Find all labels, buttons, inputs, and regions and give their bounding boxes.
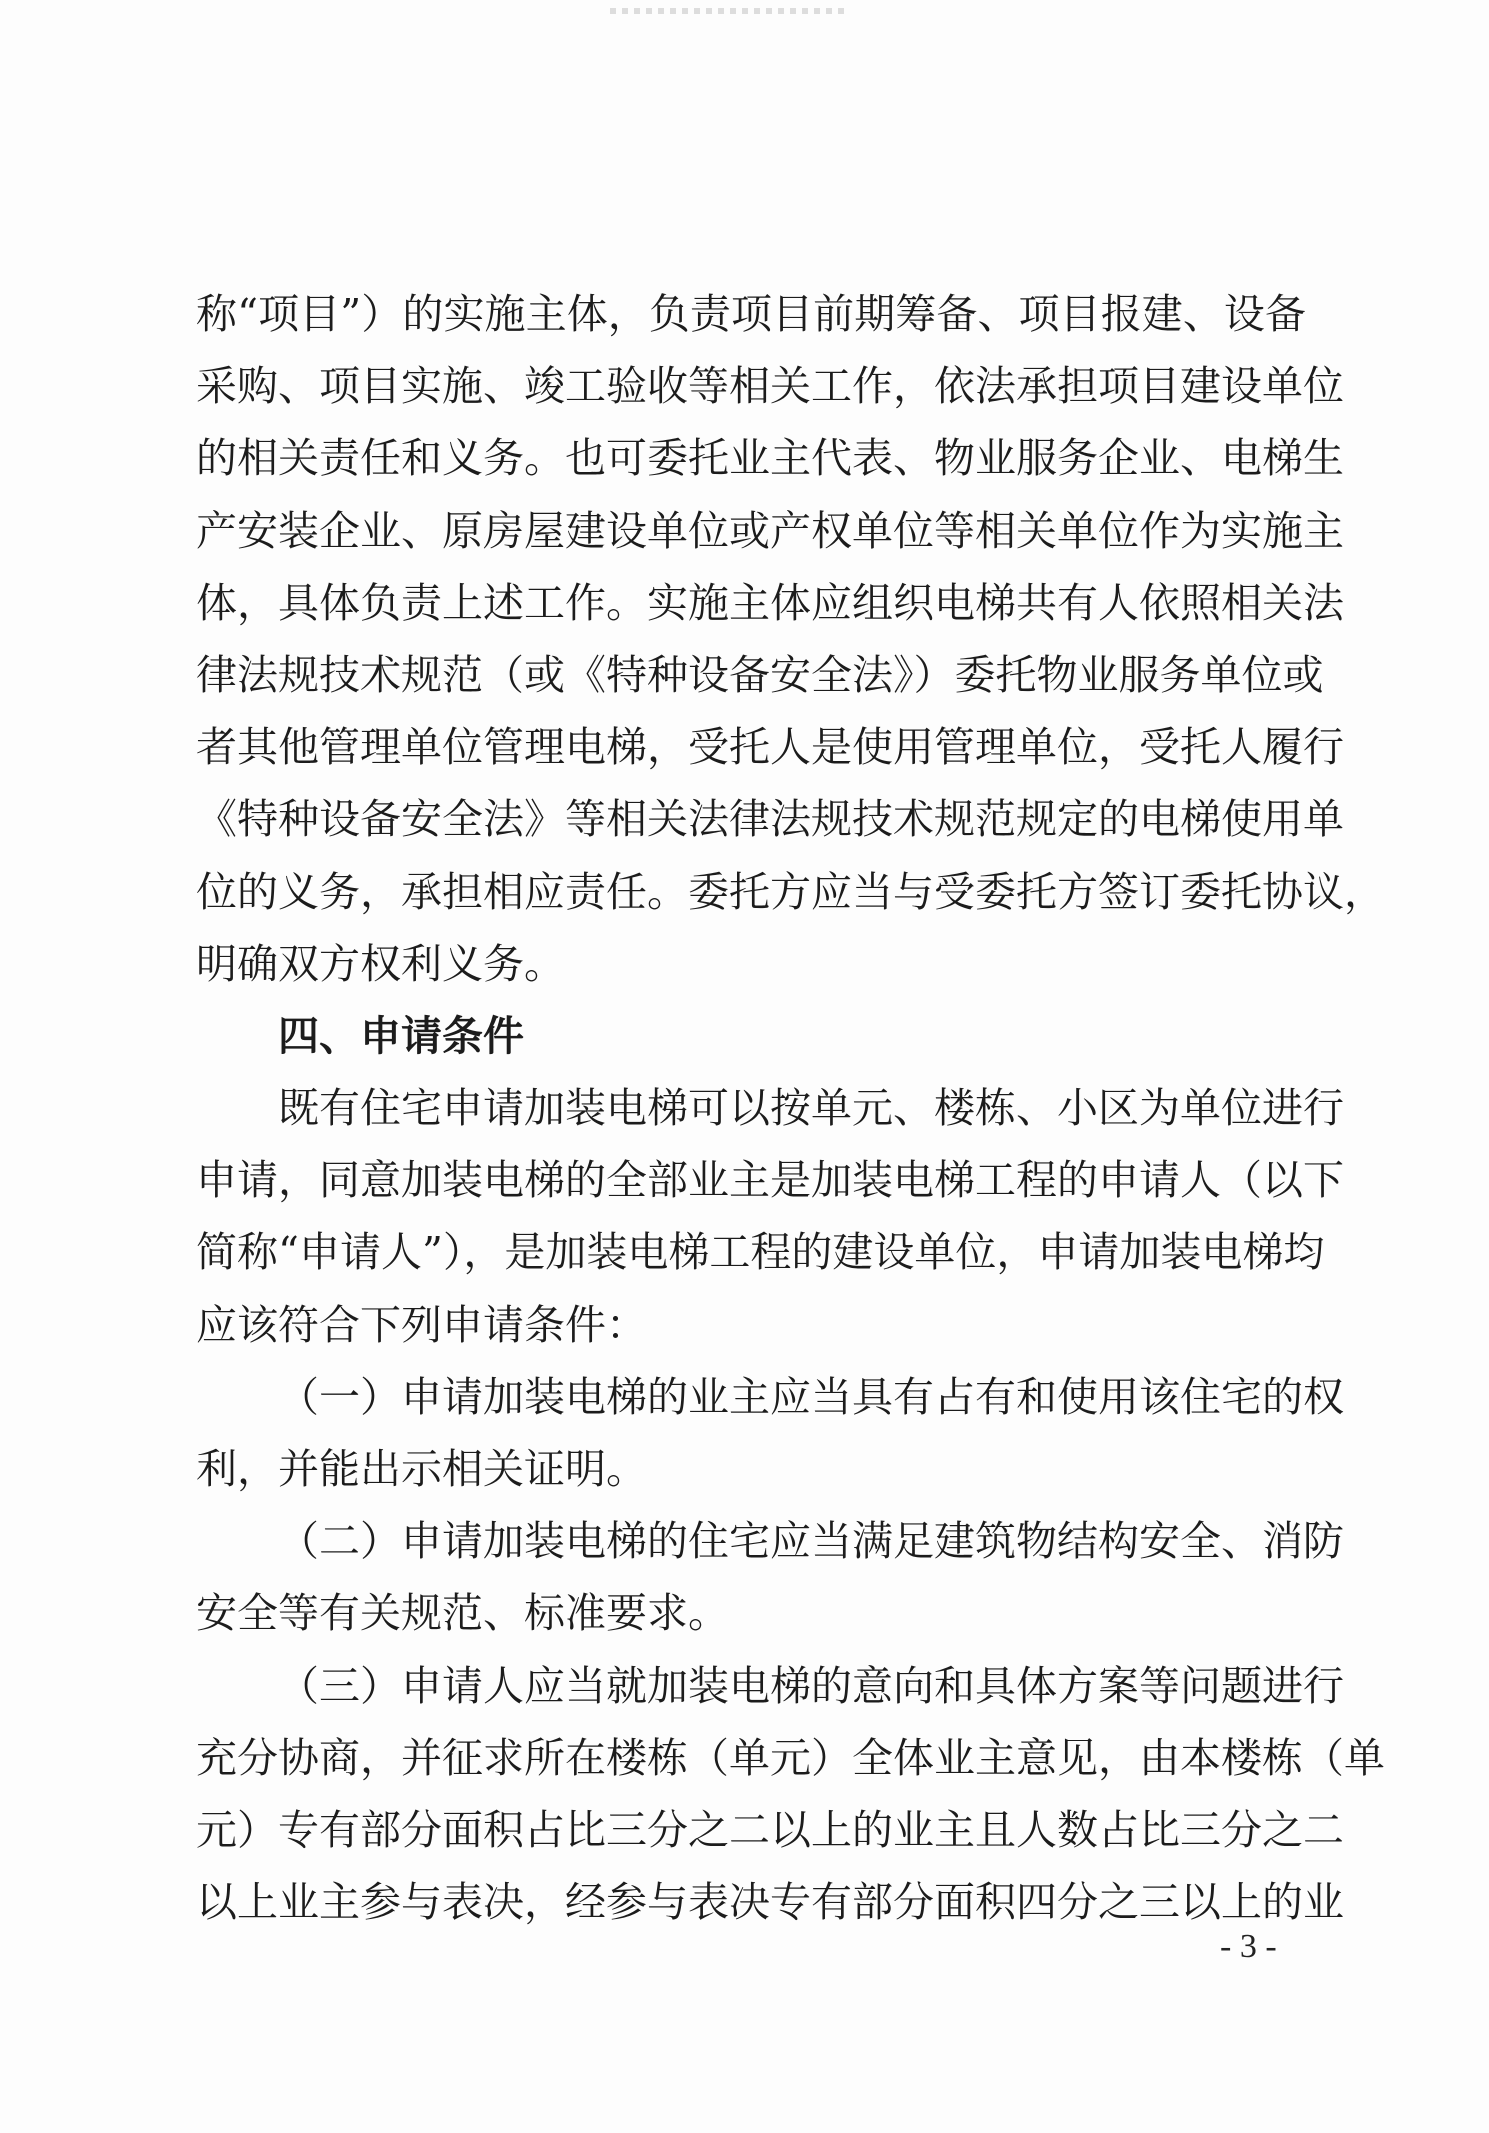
paragraph-line: 简称“申请人”），是加装电梯工程的建设单位，申请加装电梯均	[196, 1228, 1325, 1277]
paragraph-line: 以上业主参与表决，经参与表决专有部分面积四分之三以上的业	[196, 1878, 1344, 1927]
paragraph-line: 应该符合下列申请条件：	[196, 1300, 647, 1349]
paragraph-line: （一）申请加装电梯的业主应当具有占有和使用该住宅的权	[278, 1372, 1344, 1421]
paragraph-line: （二）申请加装电梯的住宅应当满足建筑物结构安全、消防	[278, 1517, 1344, 1566]
paragraph-line: 申请，同意加装电梯的全部业主是加装电梯工程的申请人（以下	[196, 1156, 1344, 1205]
paragraph-line: 者其他管理单位管理电梯，受托人是使用管理单位，受托人履行	[196, 723, 1344, 772]
paragraph-line: 的相关责任和义务。也可委托业主代表、物业服务企业、电梯生	[196, 434, 1344, 483]
paragraph-line: 位的义务，承担相应责任。委托方应当与受委托方签订委托协议，	[196, 867, 1385, 916]
paragraph-line: 律法规技术规范（或《特种设备安全法》）委托物业服务单位或	[196, 650, 1324, 699]
paragraph-line: 称“项目”）的实施主体，负责项目前期筹备、项目报建、设备	[196, 290, 1306, 338]
scan-artifact	[610, 8, 850, 14]
paragraph-line: 既有住宅申请加装电梯可以按单元、楼栋、小区为单位进行	[278, 1084, 1344, 1133]
paragraph-line: 明确双方权利义务。	[196, 939, 565, 988]
paragraph-line: 产安装企业、原房屋建设单位或产权单位等相关单位作为实施主	[196, 506, 1344, 555]
body-text	[196, 278, 1385, 1938]
paragraph-line: 安全等有关规范、标准要求。	[196, 1589, 729, 1638]
page-number: - 3 -	[1220, 1928, 1277, 1965]
paragraph-line: 《特种设备安全法》等相关法律法规技术规范规定的电梯使用单	[196, 795, 1344, 844]
paragraph-line: 元）专有部分面积占比三分之二以上的业主且人数占比三分之二	[196, 1805, 1344, 1854]
paragraph-line: 采购、项目实施、竣工验收等相关工作，依法承担项目建设单位	[196, 362, 1344, 411]
paragraph-line: 利，并能出示相关证明。	[196, 1445, 647, 1493]
paragraph-line: 体，具体负责上述工作。实施主体应组织电梯共有人依照相关法	[196, 578, 1344, 627]
paragraph-line: 充分协商，并征求所在楼栋（单元）全体业主意见，由本楼栋（单	[196, 1733, 1385, 1782]
paragraph-line: （三）申请人应当就加装电梯的意向和具体方案等问题进行	[278, 1661, 1344, 1710]
section-heading: 四、申请条件	[278, 1011, 524, 1060]
